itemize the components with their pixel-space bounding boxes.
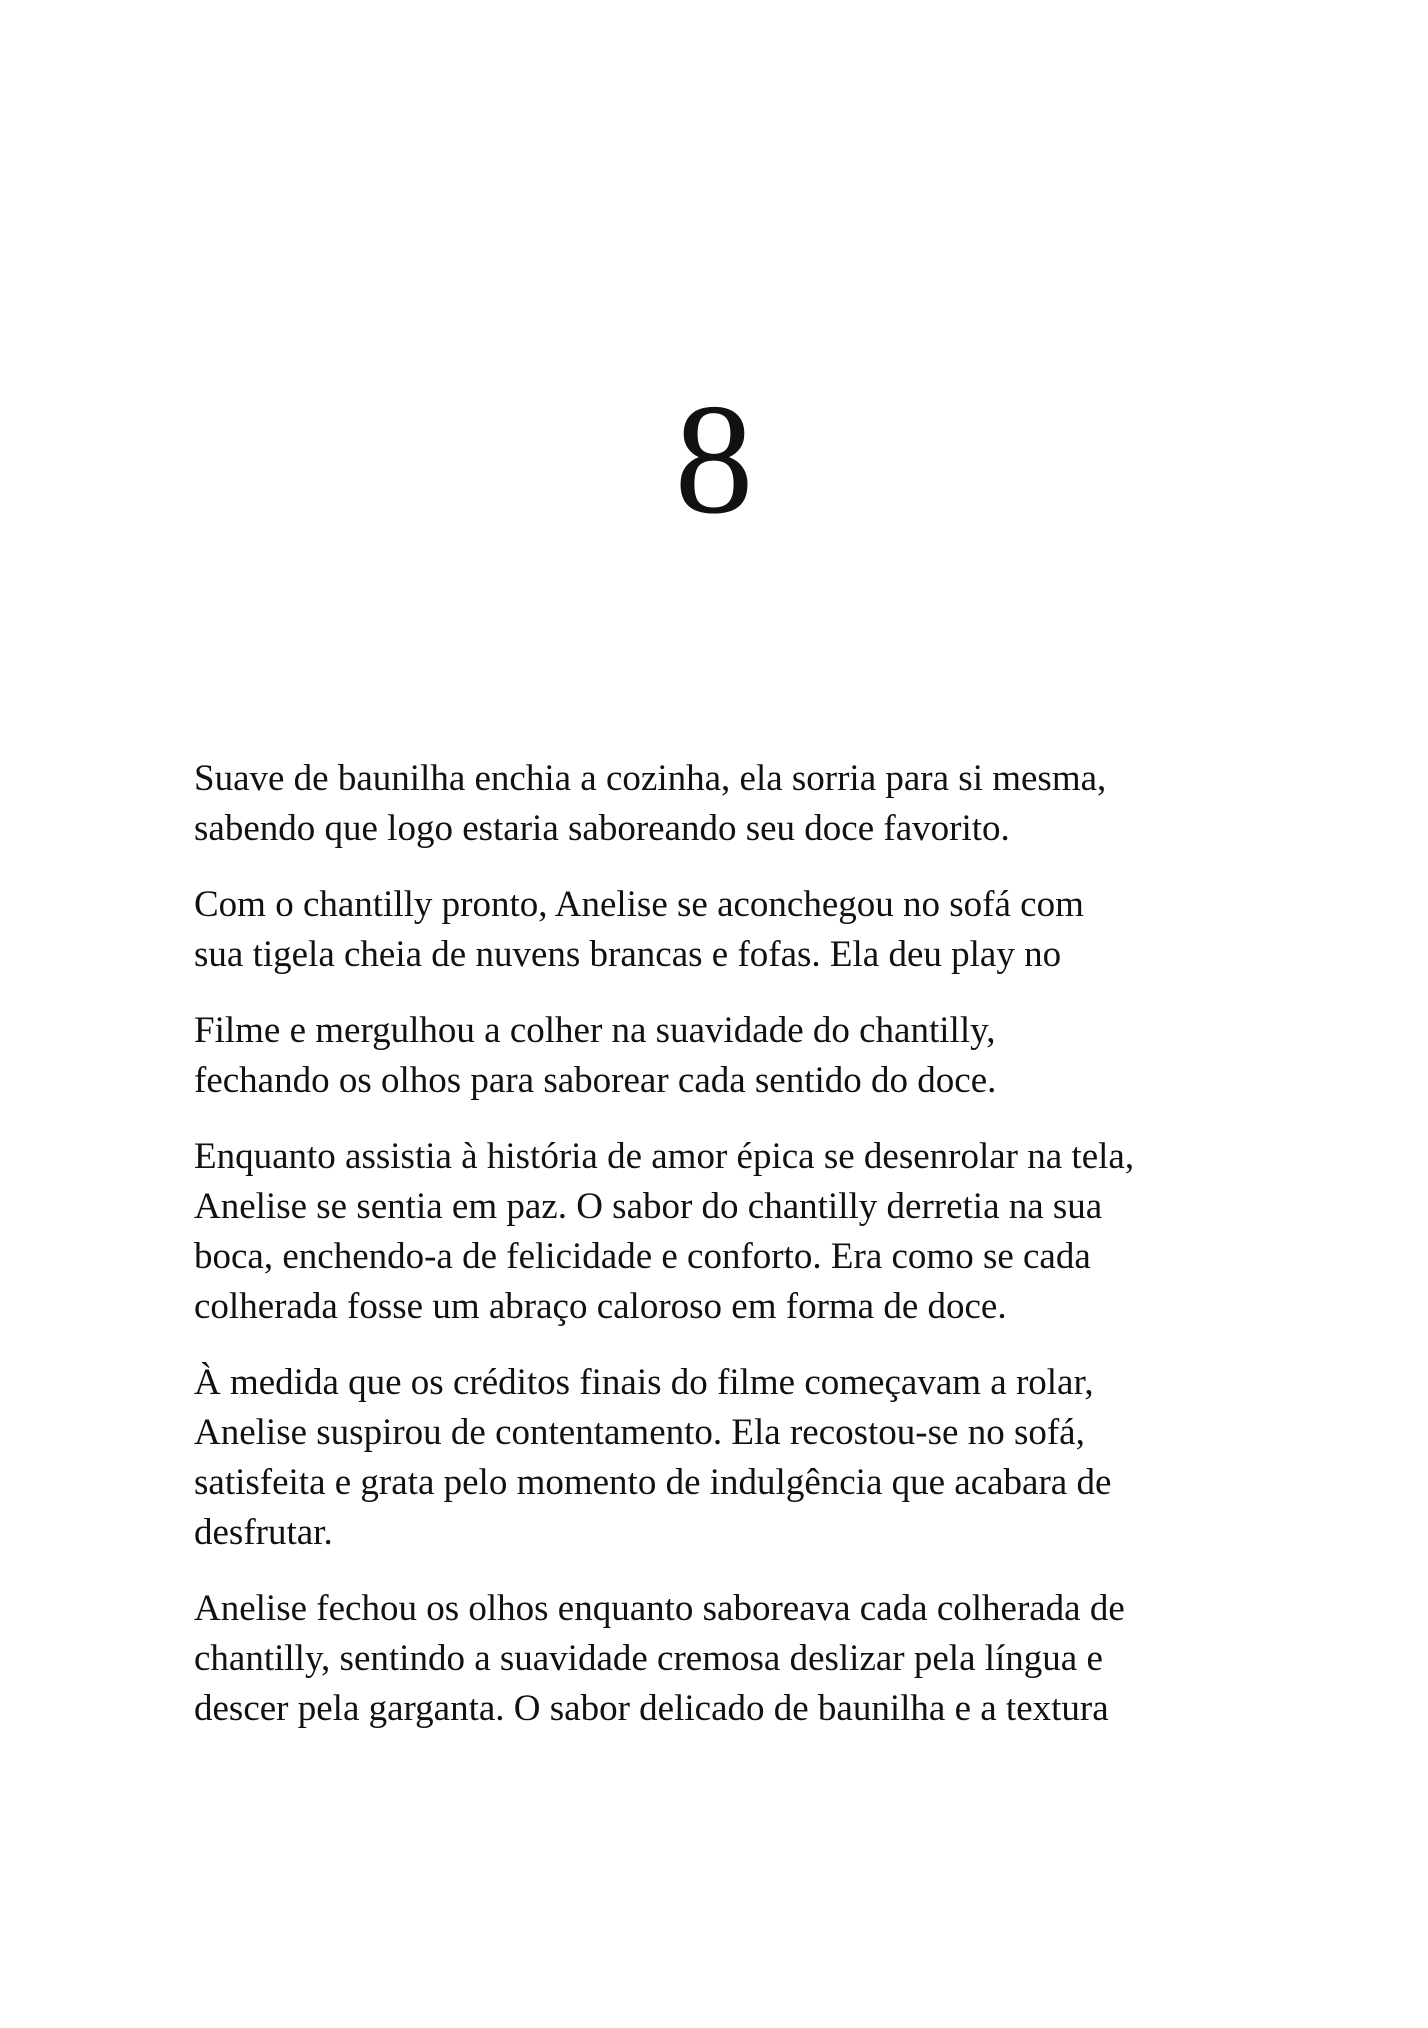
text-line: Anelise se sentia em paz. O sabor do chantilly derretia na sua [194,1186,1103,1227]
paragraph [194,754,1254,854]
text-line: Anelise suspirou de contentamento. Ela recostou-se no sofá, [194,1412,1085,1453]
text-line: Com o chantilly pronto, Anelise se aconchegou no sofá com [194,884,1084,925]
text-line: À medida que os créditos finais do filme começavam a rolar, [194,1362,1094,1403]
paragraph [194,880,1254,980]
text-line: desfrutar. [194,1512,333,1553]
text-line: colherada fosse um abraço caloroso em forma de doce. [194,1286,1007,1327]
text-line: descer pela garganta. O sabor delicado de baunilha e a textura [194,1688,1109,1729]
text-line: Suave de baunilha enchia a cozinha, ela sorria para si mesma, [194,758,1107,799]
text-line: fechando os olhos para saborear cada sentido do doce. [194,1060,997,1101]
text-line: satisfeita e grata pelo momento de indulgência que acabara de [194,1462,1112,1503]
text-line: sua tigela cheia de nuvens brancas e fofas. Ela deu play no [194,934,1062,975]
text-line: chantilly, sentindo a suavidade cremosa deslizar pela língua e [194,1638,1103,1679]
text-line: Enquanto assistia à história de amor épica se desenrolar na tela, [194,1136,1135,1177]
paragraph [194,1006,1254,1106]
body-text [194,754,1254,1760]
text-line: sabendo que logo estaria saboreando seu doce favorito. [194,808,1010,849]
text-line: Anelise fechou os olhos enquanto saboreava cada colherada de [194,1588,1125,1629]
chapter-number: 8 [674,372,754,547]
paragraph [194,1584,1254,1734]
paragraph [194,1358,1254,1558]
text-line: Filme e mergulhou a colher na suavidade do chantilly, [194,1010,996,1051]
paragraph [194,1132,1254,1332]
text-line: boca, enchendo-a de felicidade e conforto. Era como se cada [194,1236,1091,1277]
